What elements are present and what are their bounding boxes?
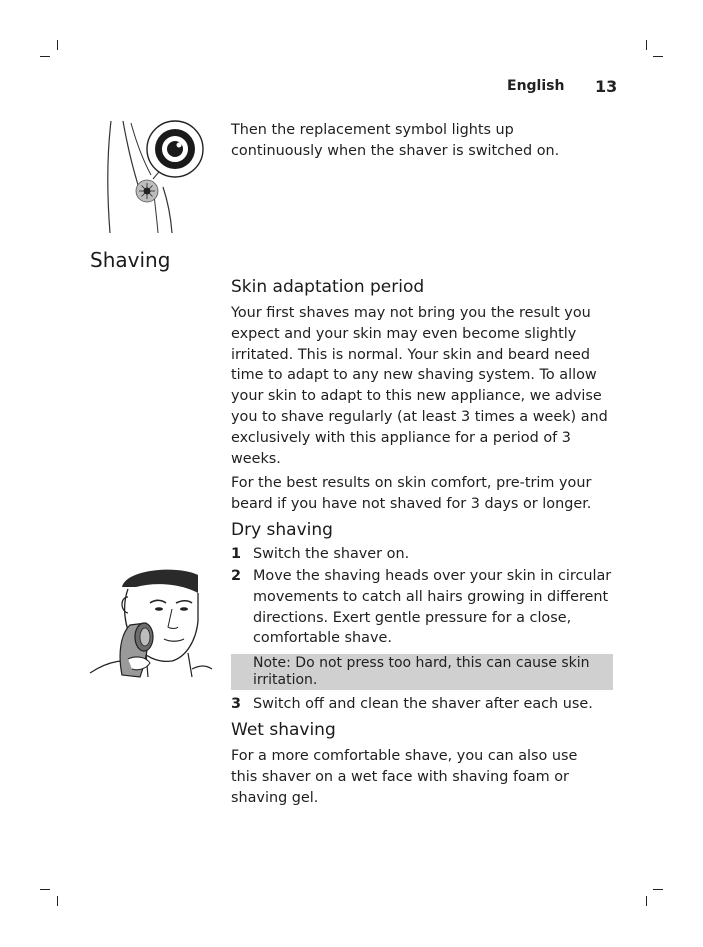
- section-title: Shaving: [90, 248, 171, 272]
- step-number: 3: [231, 696, 242, 712]
- pre-trim-paragraph: For the best results on skin comfort, pre-trim your beard if you have not shaved for 3 days or longer.: [231, 475, 592, 512]
- page-number: 13: [595, 77, 618, 96]
- skin-adaptation-heading: Skin adaptation period: [231, 277, 425, 297]
- crop-mark: [57, 40, 58, 50]
- crop-mark: [40, 889, 50, 890]
- step-3: [231, 694, 616, 716]
- wet-shaving-heading: Wet shaving: [231, 720, 336, 740]
- step-number: 2: [231, 568, 242, 584]
- crop-mark: [646, 896, 647, 906]
- step-1: [231, 544, 616, 566]
- header-language: English: [507, 78, 565, 94]
- intro-text: Then the replacement symbol lights up continuously when the shaver is switched on.: [231, 122, 560, 159]
- crop-mark: [646, 40, 647, 50]
- crop-mark: [653, 889, 663, 890]
- step-text: Switch the shaver on.: [253, 546, 410, 562]
- man-shaving-illustration: [88, 565, 213, 685]
- shaver-replacement-symbol-illustration: [95, 115, 205, 240]
- step-number: 1: [231, 546, 242, 562]
- crop-mark: [40, 56, 50, 57]
- step-text: Switch off and clean the shaver after each use.: [253, 696, 593, 712]
- skin-adaptation-paragraph: Your first shaves may not bring you the result you expect and your skin may even become slightly irritated. This is normal. Your skin and beard need time to adapt to any new shaving system. To allow your skin to adapt to this new appliance, we advise you to shave regularly (at least 3 times a week) and exclusively with this appliance for a period of 3 weeks.: [231, 305, 608, 467]
- step-text: Move the shaving heads over your skin in circular movements to catch all hairs growing in different directions. Exert gentle pressure for a close, comfortable shave.: [253, 568, 612, 647]
- step-2: [231, 566, 616, 652]
- dry-shaving-heading: Dry shaving: [231, 520, 333, 540]
- crop-mark: [653, 56, 663, 57]
- note-text: Note: Do not press too hard, this can cause skin irritation.: [253, 655, 590, 688]
- wet-shaving-paragraph: For a more comfortable shave, you can also use this shaver on a wet face with shaving foam or shaving gel.: [231, 748, 578, 806]
- crop-mark: [57, 896, 58, 906]
